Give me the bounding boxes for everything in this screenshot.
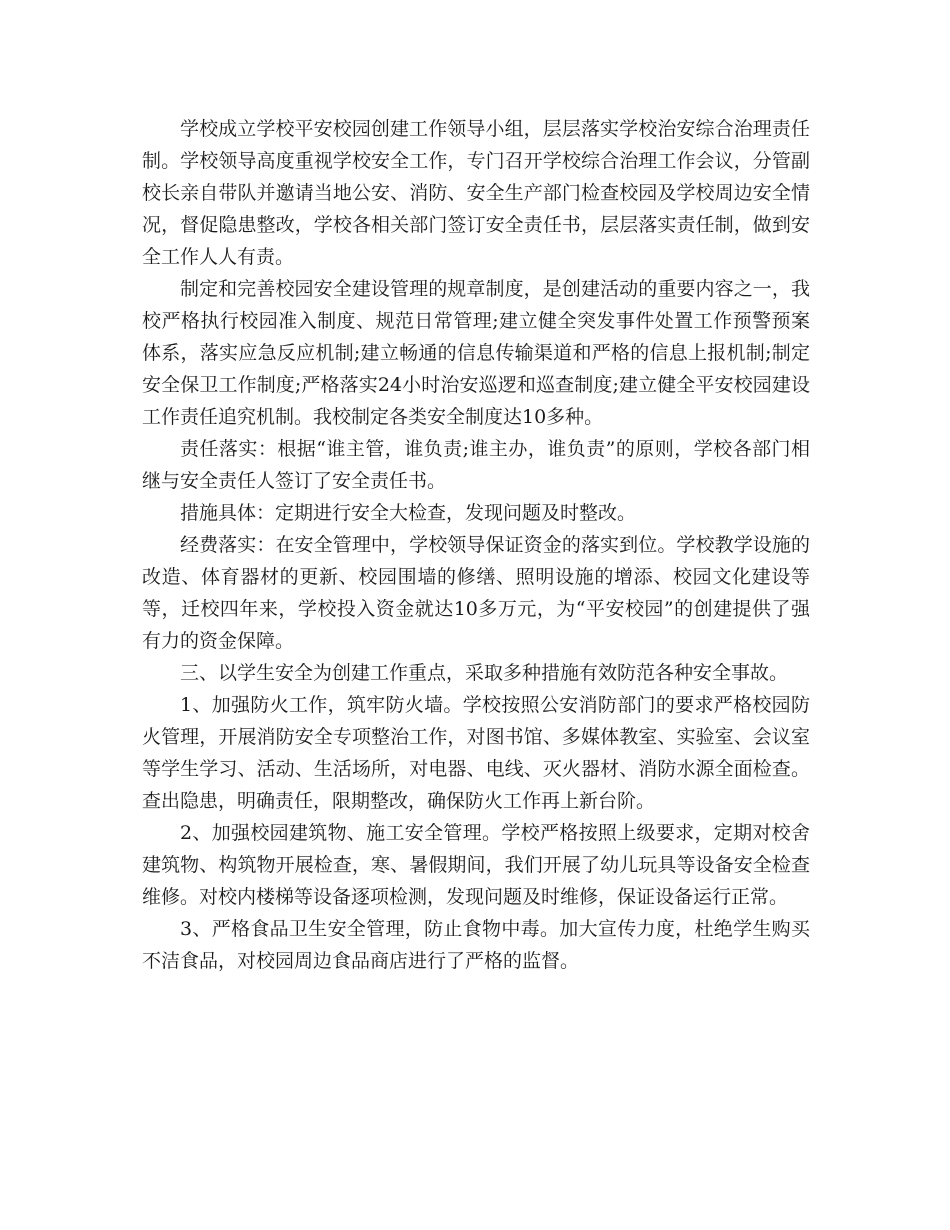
paragraph-2: 制定和完善校园安全建设管理的规章制度，是创建活动的重要内容之一，我校严格执行校园准入制度、规范日常管理;建立健全突发事件处置工作预警预案体系，落实应急反应机制;建立畅通的信息传输渠道和严格的信息上报机制;制定安全保卫工作制度;严格落实24小时治安巡逻和巡查制度;建立健全平安校园建设工作责任追究机制。我校制定各类安全制度达10多种。 — [142, 278, 810, 428]
paragraph-1: 学校成立学校平安校园创建工作领导小组，层层落实学校治安综合治理责任制。学校领导高度重视学校安全工作，专门召开学校综合治理工作会议，分管副校长亲自带队并邀请当地公安、消防、安全生产部门检查校园及学校周边安全情况，督促隐患整改，学校各相关部门签订安全责任书，层层落实责任制，做到安全工作人人有责。 — [142, 118, 810, 268]
paragraph-3: 责任落实：根据“谁主管，谁负责;谁主办，谁负责”的原则，学校各部门相继与安全责任人签订了安全责任书。 — [142, 438, 810, 492]
paragraph-5: 经费落实：在安全管理中，学校领导保证资金的落实到位。学校教学设施的改造、体育器材的更新、校园围墙的修缮、照明设施的增添、校园文化建设等等，迁校四年来，学校投入资金就达10多万元，为“平安校园”的创建提供了强有力的资金保障。 — [142, 534, 810, 652]
paragraph-6: 三、以学生安全为创建工作重点，采取多种措施有效防范各种安全事故。 — [180, 662, 789, 684]
paragraph-7: 1、加强防火工作，筑牢防火墙。学校按照公安消防部门的要求严格校园防火管理，开展消防安全专项整治工作，对图书馆、多媒体教室、实验室、会议室等学生学习、活动、生活场所，对电器、电线、灭火器材、消防水源全面检查。查出隐患，明确责任，限期整改，确保防火工作再上新台阶。 — [142, 694, 810, 812]
document-body — [142, 113, 810, 977]
paragraph-4: 措施具体：定期进行安全大检查，发现问题及时整改。 — [180, 502, 637, 524]
paragraph-9: 3、严格食品卫生安全管理，防止食物中毒。加大宣传力度，杜绝学生购买不洁食品，对校园周边食品商店进行了严格的监督。 — [142, 918, 810, 972]
paragraph-8: 2、加强校园建筑物、施工安全管理。学校严格按照上级要求，定期对校舍建筑物、构筑物开展检查，寒、暑假期间，我们开展了幼儿玩具等设备安全检查维修。对校内楼梯等设备逐项检测，发现问题及时维修，保证设备运行正常。 — [142, 822, 810, 908]
